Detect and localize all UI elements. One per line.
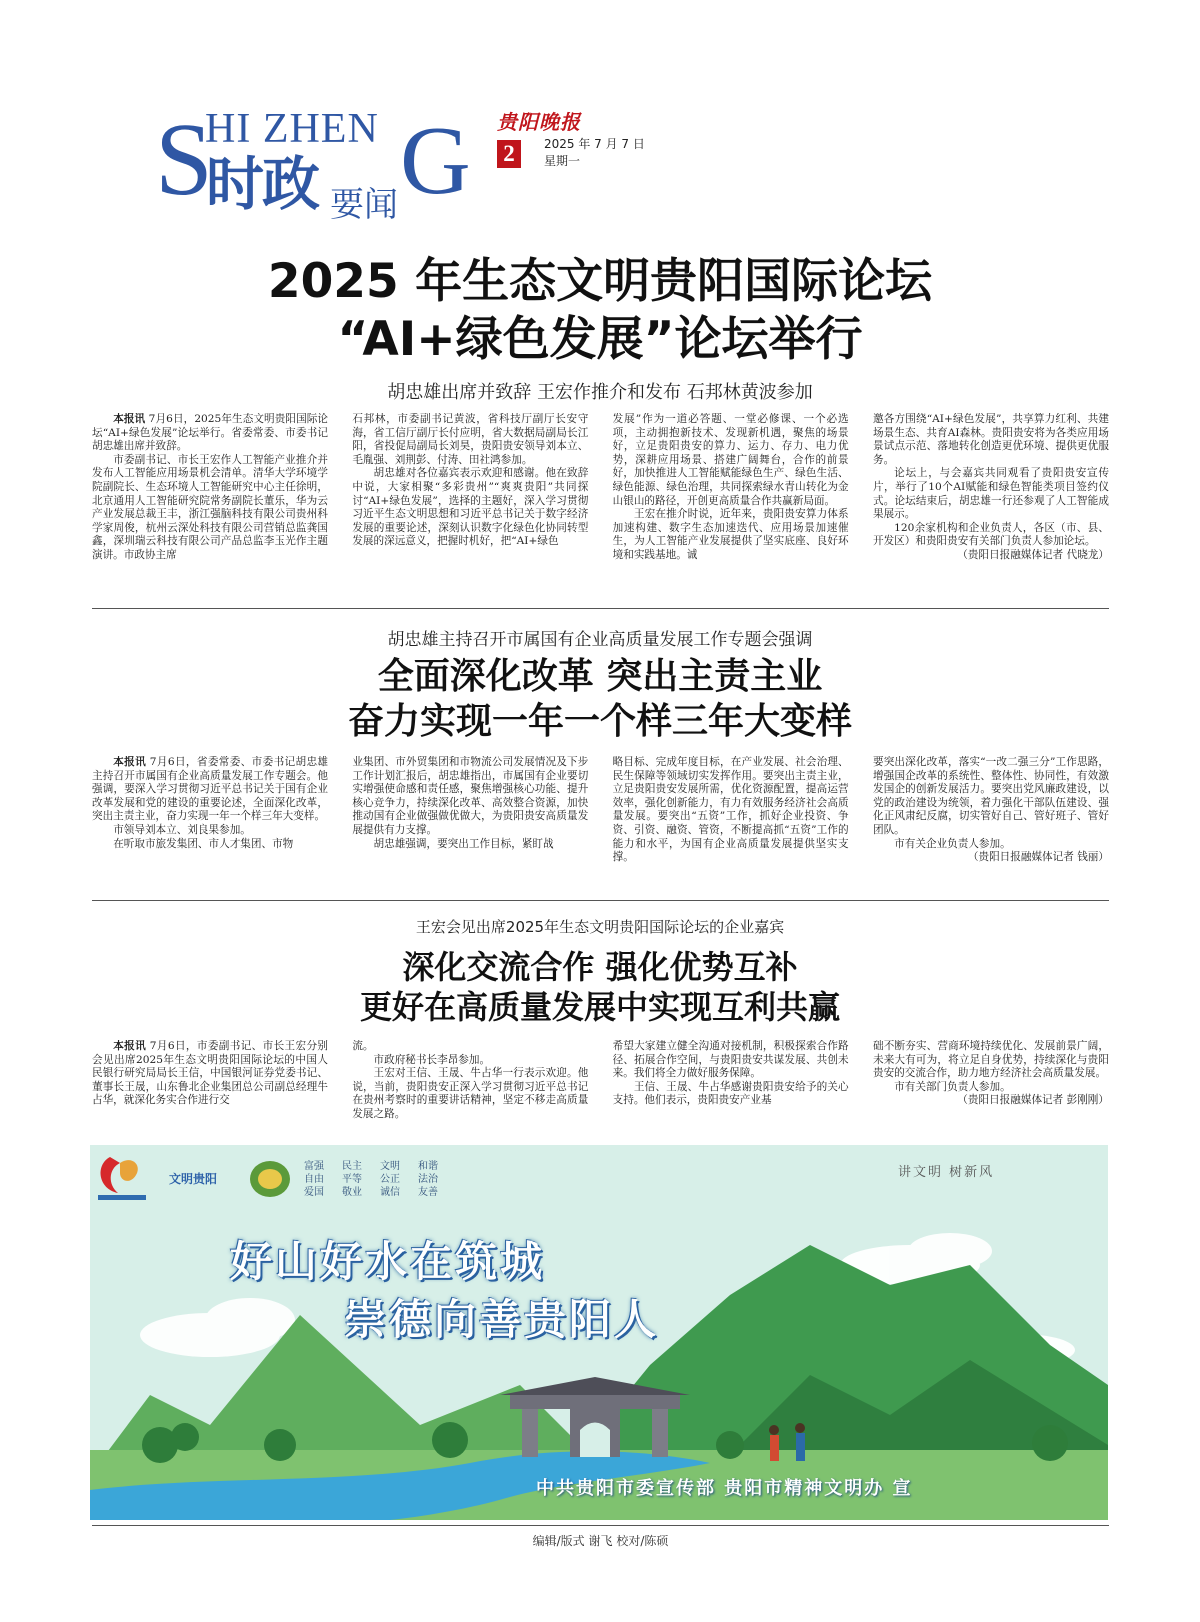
- public-service-ad: [90, 1145, 1108, 1520]
- paragraph: 市委副书记、市长王宏作人工智能产业推介并发布人工智能应用场景机会清单。清华大学环境学院副院长、生态环境人工智能研究中心主任徐明，北京通用人工智能研究院常务副院长董乐，华为云产业发展总裁王丰，浙江强脑科技有限公司贵州科学家周俊，杭州云深处科技有限公司营销总监龚国鑫，深圳瑞云科技有限公司产品总监李玉光作主题演讲。市政协主席: [92, 453, 328, 561]
- article2-headline-line2: 奋力实现一年一个样三年大变样: [347, 701, 852, 742]
- org-logo-text: 文明贵阳: [169, 1172, 218, 1186]
- paragraph: 略目标、完成年度目标，在产业发展、社会治理、民生保障等领域切实发挥作用。要突出主责主业，立足贵阳贵安发展所需，优化资源配置，提高运营效率，强化创新能力，有力有效服务经济社会高质量发展。要突出“五资”工作，抓好企业投资、争资、引资、融资、管资，不断提高抓“五资”工作的能力和水平，为国有企业高质量发展提供坚实支撑。: [612, 756, 849, 864]
- paragraph: 7月6日，2025年生态文明贵阳国际论坛“AI+绿色发展”论坛举行。省委常委、市委书记胡忠雄出席并致辞。: [92, 413, 328, 453]
- paragraph: 发展”作为一道必答题、一堂必修课、一个必选项，主动拥抱新技术、发现新机遇，聚焦的场景好，立足贵阳贵安的算力、运力、存力、电力优势，深耕应用场景、搭建广阔舞台，合作的前景好，加快推进人工智能赋能绿色生产、绿色生活、绿色能源、绿色治理，共同探索绿水青山转化为金山银山的路径，开创更高质量合作共赢新局面。: [612, 413, 849, 507]
- core-value: 爱国: [304, 1187, 324, 1198]
- civilization-logo-icon: [90, 1145, 178, 1203]
- lead-label: 本报讯: [113, 413, 146, 425]
- core-value: 友善: [418, 1187, 438, 1198]
- divider: [92, 608, 1109, 609]
- core-values-grid: [304, 1157, 456, 1196]
- paragraph: 市有关部门负责人参加。: [894, 1080, 1011, 1093]
- ad-title-line1: 好山好水在筑城: [230, 1237, 546, 1286]
- dateline: [544, 136, 645, 170]
- paragraph: 础不断夯实、营商环境持续优化、发展前景广阔，未来大有可为，将立足自身优势，持续深化与贵阳贵安的交流合作，助力地方经济社会高质量发展。: [872, 1040, 1109, 1080]
- article3-column-2: [352, 1040, 588, 1132]
- article2-headline-line1: 全面深化改革 突出主责主业: [377, 656, 823, 697]
- paragraph: 石邦林，市委副书记黄波，省科技厅副厅长安守海，省工信厅副厅长付应明，省大数据局副局长江阳，省投促局副局长刘昊，贵阳贵安领导刘本立、毛胤强、刘荆彭、付涛、田社鸿参加。: [352, 413, 589, 466]
- article3-body: [92, 1040, 1109, 1132]
- paragraph: 市领导刘本立、刘良果参加。: [113, 823, 251, 836]
- article1-headline-line1: 2025 年生态文明贵阳国际论坛: [267, 254, 933, 309]
- section-title: 时政: [206, 150, 319, 218]
- article1-column-2: [352, 413, 588, 593]
- issue-date: 2025 年 7 月 7 日: [544, 137, 645, 151]
- article1-column-3: [613, 413, 849, 593]
- core-value: 法治: [418, 1174, 438, 1185]
- masthead-pinyin: HI ZHEN: [205, 106, 379, 152]
- section-subtitle: 要闻: [330, 185, 398, 225]
- article1-headline-line2: “AI+绿色发展”论坛举行: [337, 312, 863, 367]
- paragraph: 7月6日，市委副书记、市长王宏分别会见出席2025年生态文明贵阳国际论坛的中国人民银行研究局局长王信，中国银河证券党委书记、董事长王晟，山东鲁北企业集团总公司副总经理牛占华，就深化务实合作进行交: [92, 1040, 328, 1107]
- footer-divider: [92, 1525, 1109, 1526]
- article3-headline-line1: 深化交流合作 强化优势互补: [402, 948, 798, 986]
- core-value: 民主: [342, 1161, 362, 1172]
- paragraph: 在听取市旅发集团、市人才集团、市物: [113, 837, 294, 850]
- newspaper-name: 贵阳晚报: [497, 110, 581, 134]
- masthead-letter-s: S: [155, 102, 213, 217]
- article2-column-1: [92, 756, 328, 880]
- divider: [92, 900, 1109, 901]
- paragraph: 王信、王晟、牛占华感谢贵阳贵安给予的关心支持。他们表示，贵阳贵安产业基: [612, 1080, 849, 1107]
- core-value: 富强: [304, 1161, 324, 1172]
- paragraph: 要突出深化改革，落实“一改二强三分”工作思路，增强国企改革的系统性、整体性、协同性，有效激发国企的创新发展活力。要突出党风廉政建设，以党的政治建设为统领，着力强化干部队伍建设、强化正风肃纪反腐，切实管好自己、管好班子、管好团队。: [872, 756, 1109, 836]
- page-number: 2: [497, 140, 521, 168]
- article1-body: [92, 413, 1109, 593]
- lead-label: 本报讯: [113, 1040, 147, 1052]
- article2-column-3: [613, 756, 849, 880]
- article2-kicker: 胡忠雄主持召开市属国有企业高质量发展工作专题会强调: [387, 630, 813, 650]
- paragraph: 论坛上，与会嘉宾共同观看了贵阳贵安宣传片，举行了10个AI赋能和绿色智能类项目签约仪式。论坛结束后，胡忠雄一行还参观了人工智能成果展示。: [872, 467, 1109, 521]
- core-value: 公正: [380, 1174, 400, 1185]
- article3-column-1: [92, 1040, 328, 1132]
- article3-headline-line2: 更好在高质量发展中实现互利共赢: [359, 988, 840, 1026]
- emblem-icon: [248, 1159, 292, 1199]
- paragraph: 王宏对王信、王晟、牛占华一行表示欢迎。他说，当前，贵阳贵安正深入学习贯彻习近平总书记在贵州考察时的重要讲话精神，坚定不移走高质量发展之路。: [352, 1067, 589, 1120]
- paragraph: 胡忠雄对各位嘉宾表示欢迎和感谢。他在致辞中说，大家相聚“多彩贵州”“爽爽贵阳”共同探讨“AI+绿色发展”，选择的主题好，深入学习贯彻习近平生态文明思想和习近平总书记关于数字经济发展的重要论述，深刻认识数字化绿色化协同转型发展的深远意义，把握时机好，把“AI+绿色: [352, 467, 589, 548]
- paragraph: 市政府秘书长李昂参加。: [373, 1053, 491, 1066]
- core-value: 诚信: [380, 1187, 400, 1198]
- ad-title-line2: 崇德向善贵阳人: [344, 1295, 660, 1344]
- core-value: 敬业: [342, 1187, 362, 1198]
- issue-weekday: 星期一: [544, 154, 581, 168]
- byline: （贵阳日报融媒体记者 代晓龙）: [957, 548, 1109, 561]
- paragraph: 业集团、市外贸集团和市物流公司发展情况及下步工作计划汇报后，胡忠雄指出，市属国有企业要切实增强使命感和责任感，聚焦增强核心功能、提升核心竞争力，持续深化改革、高效整合资源，加快推动国有企业做强做优做大，为贵阳贵安高质量发展提供有力支撑。: [352, 756, 589, 836]
- article1-column-1: [92, 413, 328, 593]
- core-value: 平等: [342, 1174, 362, 1185]
- ad-slogan: 讲文明 树新风: [898, 1165, 995, 1180]
- paragraph: 7月6日，省委常委、市委书记胡忠雄主持召开市属国有企业高质量发展工作专题会。他强调，要深入学习贯彻习近平总书记关于国有企业改革发展和党的建设的重要论述，全面深化改革，突出主责主业，奋力实现一年一个样三年大变样。: [92, 756, 328, 823]
- page-footer: 编辑/版式 谢飞 校对/陈硕: [532, 1534, 669, 1548]
- paragraph: 王宏在推介时说，近年来，贵阳贵安算力体系加速构建、数字生态加速迭代、应用场景加速催生，为人工智能产业发展提供了坚实底座、良好环境和实践基地。诚: [612, 508, 849, 561]
- lead-label: 本报讯: [113, 756, 147, 768]
- article3-column-4: [873, 1040, 1109, 1132]
- ad-credit: 中共贵阳市委宣传部 贵阳市精神文明办 宣: [536, 1478, 913, 1499]
- core-value: 文明: [380, 1161, 400, 1172]
- core-value: 自由: [304, 1174, 324, 1185]
- article2-body: [92, 756, 1109, 880]
- byline: （贵阳日报融媒体记者 彭刚刚）: [957, 1094, 1109, 1107]
- article3-column-3: [613, 1040, 849, 1132]
- core-value: 和谐: [418, 1161, 438, 1172]
- paragraph: 希望大家建立健全沟通对接机制，积极探索合作路径、拓展合作空间，与贵阳贵安共谋发展、共创未来。我们将全力做好服务保障。: [612, 1040, 849, 1080]
- masthead-letter-g: G: [400, 107, 471, 215]
- paragraph: 胡忠雄强调，要突出工作目标，紧盯战: [373, 837, 554, 850]
- article3-kicker: 王宏会见出席2025年生态文明贵阳国际论坛的企业嘉宾: [415, 918, 785, 936]
- article1-subhead: 胡忠雄出席并致辞 王宏作推介和发布 石邦林黄波参加: [387, 382, 813, 403]
- byline: （贵阳日报融媒体记者 钱丽）: [967, 851, 1109, 864]
- paragraph: 流。: [352, 1040, 374, 1052]
- article2-column-2: [352, 756, 588, 880]
- paragraph: 市有关企业负责人参加。: [894, 837, 1011, 850]
- paragraph: 邀各方围绕“AI+绿色发展”，共享算力红利、共建场景生态、共育AI森林。贵阳贵安将为各类应用场景试点示范、落地转化创造更优环境、提供更优服务。: [872, 413, 1109, 466]
- paragraph: 120余家机构和企业负责人，各区（市、县、开发区）和贵阳贵安有关部门负责人参加论坛。: [872, 521, 1109, 548]
- article1-column-4: [873, 413, 1109, 593]
- article2-column-4: [873, 756, 1109, 880]
